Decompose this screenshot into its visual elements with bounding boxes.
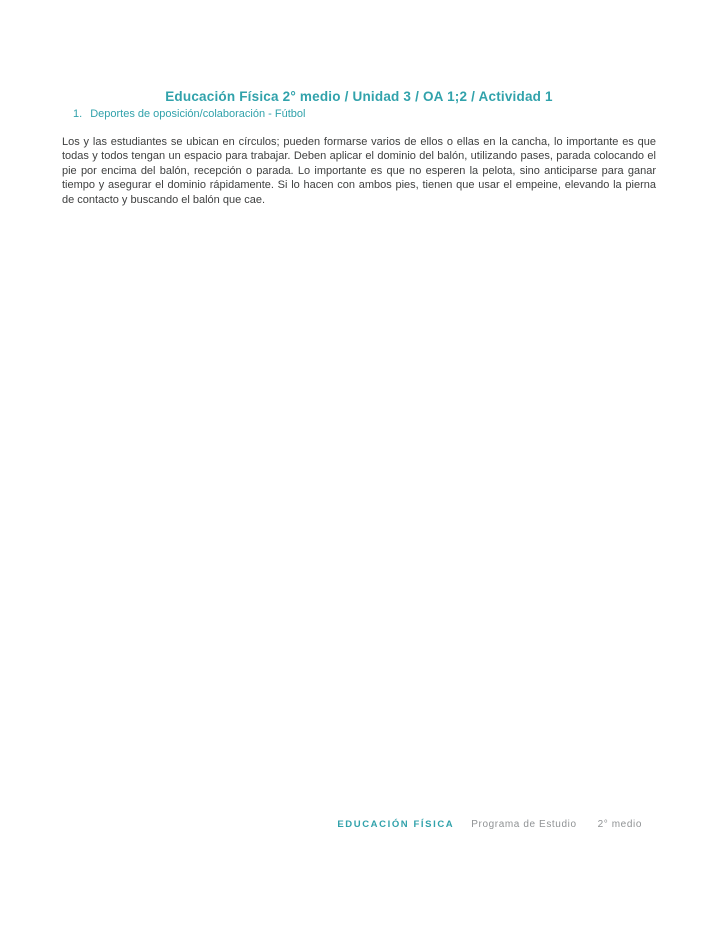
section-number: 1. bbox=[73, 108, 83, 120]
section-heading bbox=[73, 108, 656, 120]
footer-grade-label: 2° medio bbox=[597, 819, 642, 830]
section-heading-label: Deportes de oposición/colaboración - Fútbol bbox=[90, 108, 306, 120]
footer-subject-label: EDUCACIÓN FÍSICA bbox=[337, 819, 455, 830]
activity-body-text: Los y las estudiantes se ubican en círculos; pueden formarse varios de ellos o ellas en la cancha, lo importante es que todas y todos tengan un espacio para trabajar. Deben aplicar el dominio del balón, utilizando pases, parada colocando el pie por encima del balón, recepción o parada. Lo importante es que no esperen la pelota, sino anticiparse para ganar tiempo y asegurar el dominio rápidamente. Si lo hacen con ambos pies, tienen que usar el empeine, elevando la pierna de contacto y buscando el balón que cae. bbox=[62, 136, 656, 206]
page-title: Educación Física 2° medio / Unidad 3 / OA 1;2 / Actividad 1 bbox=[165, 89, 553, 105]
footer-document-name: Programa de Estudio bbox=[471, 819, 577, 830]
page-footer bbox=[337, 819, 642, 830]
